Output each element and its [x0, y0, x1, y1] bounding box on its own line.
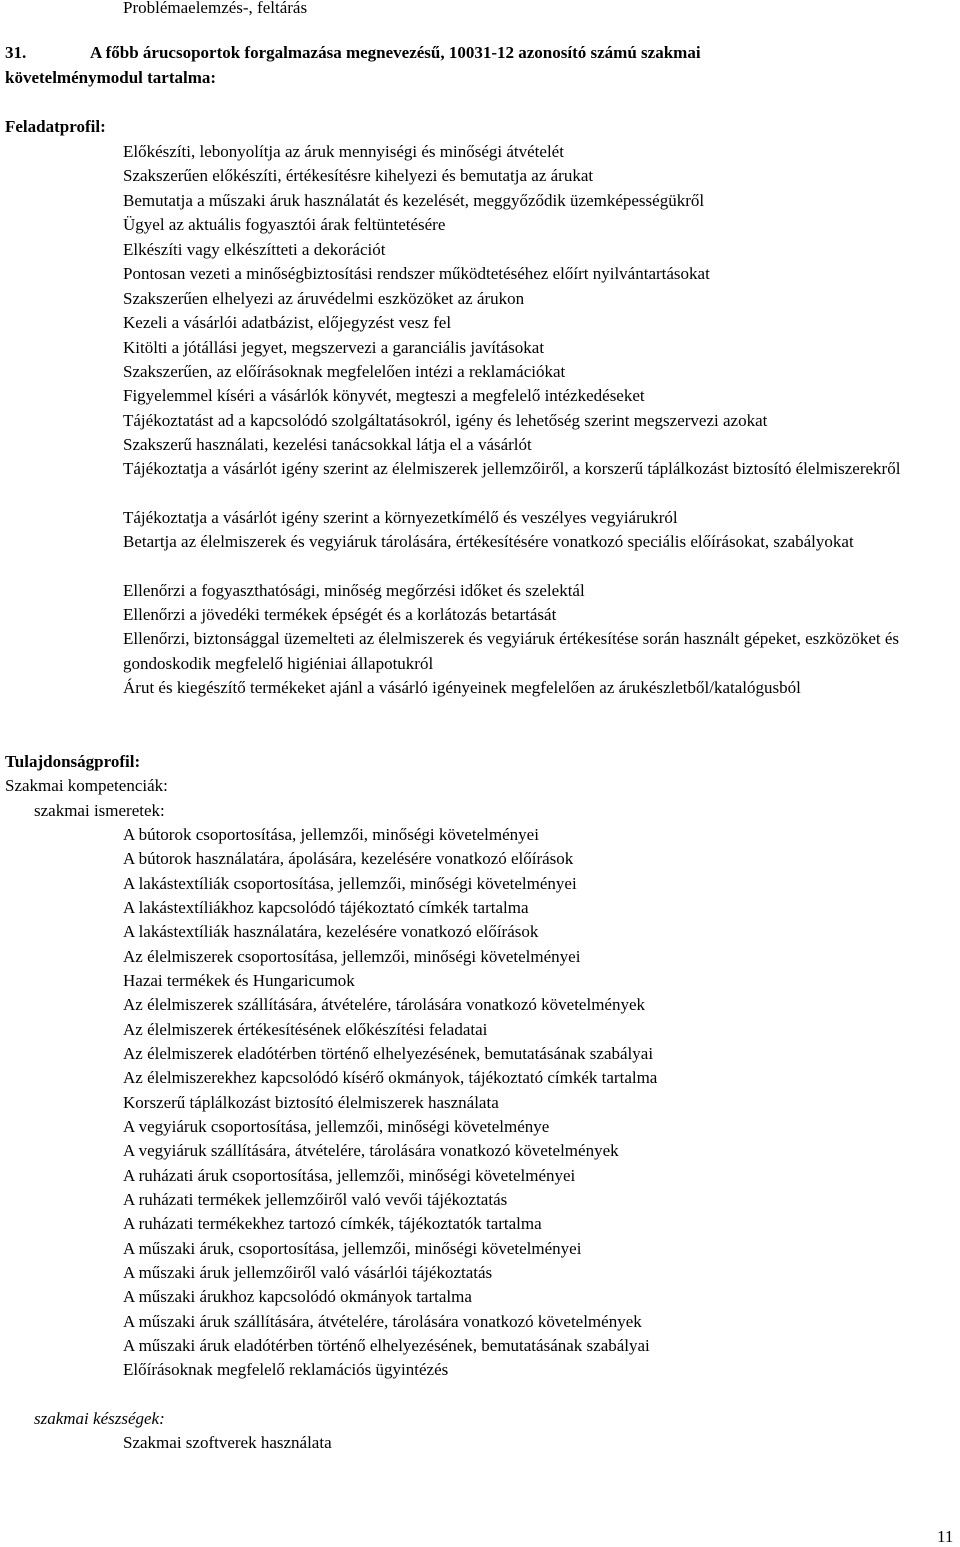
feladat-item: Szakszerű használati, kezelési tanácsokkal látja el a vásárlót	[123, 435, 532, 454]
ismeret-item: Az élelmiszerekhez kapcsolódó kísérő okmányok, tájékoztató címkék tartalma	[123, 1068, 658, 1087]
ismeret-item: A műszaki áruk szállítására, átvételére, tárolására vonatkozó követelmények	[123, 1312, 642, 1331]
feladat-item: Árut és kiegészítő termékeket ajánl a vásárló igényeinek megfelelően az árukészletből/katalógusból	[123, 678, 801, 697]
ismeret-item: A műszaki árukhoz kapcsolódó okmányok tartalma	[123, 1287, 472, 1306]
ismeret-item: Az élelmiszerek eladótérben történő elhelyezésének, bemutatásának szabályai	[123, 1044, 654, 1063]
ismeret-item: A lakástextíliák használatára, kezelésére vonatkozó előírások	[123, 922, 539, 941]
section-title-line2: követelménymodul tartalma:	[5, 68, 217, 87]
feladat-item: Tájékoztatja a vásárlót igény szerint az élelmiszerek jellemzőiről, a korszerű táplálkozást biztosító élelmiszerekről	[123, 459, 901, 478]
feladat-item: Elkészíti vagy elkészítteti a dekorációt	[123, 240, 386, 259]
szakmai-ismeretek-label: szakmai ismeretek:	[34, 801, 165, 820]
ismeret-item: A műszaki áruk jellemzőiről való vásárlói tájékoztatás	[123, 1263, 493, 1282]
ismeret-item: A ruházati termékekhez tartozó címkék, tájékoztatók tartalma	[123, 1214, 542, 1233]
top-line: Problémaelemzés-, feltárás	[123, 0, 308, 17]
ismeret-item: A műszaki áruk eladótérben történő elhelyezésének, bemutatásának szabályai	[123, 1336, 650, 1355]
tulajdonsagprofil-heading: Tulajdonságprofil:	[5, 752, 141, 771]
feladat-item: Tájékoztatást ad a kapcsolódó szolgáltatásokról, igény és lehetőség szerint megszervezi azokat	[123, 411, 768, 430]
feladat-item: Kezeli a vásárlói adatbázist, előjegyzést vesz fel	[123, 313, 452, 332]
section-number: 31.	[5, 43, 27, 62]
feladatprofil-heading: Feladatprofil:	[5, 117, 106, 136]
feladat-item: Előkészíti, lebonyolítja az áruk mennyiségi és minőségi átvételét	[123, 142, 564, 161]
feladat-item: Szakszerűen előkészíti, értékesítésre kihelyezi és bemutatja az árukat	[123, 166, 594, 185]
ismeret-item: Az élelmiszerek szállítására, átvételére, tárolására vonatkozó követelmények	[123, 995, 646, 1014]
feladat-item: Ügyel az aktuális fogyasztói árak feltüntetésére	[123, 215, 446, 234]
feladat-item: Ellenőrzi a jövedéki termékek épségét és a korlátozás betartását	[123, 605, 557, 624]
feladat-item: Szakszerűen, az előírásoknak megfelelően intézi a reklamációkat	[123, 362, 566, 381]
ismeret-item: Hazai termékek és Hungaricumok	[123, 971, 355, 990]
ismeret-item: A bútorok csoportosítása, jellemzői, minőségi követelményei	[123, 825, 539, 844]
ismeret-item: A műszaki áruk, csoportosítása, jellemzői, minőségi követelményei	[123, 1239, 582, 1258]
szakmai-keszsegek-label: szakmai készségek:	[34, 1409, 165, 1428]
ismeret-item: Az élelmiszerek csoportosítása, jellemzői, minőségi követelményei	[123, 947, 581, 966]
ismeret-item: A ruházati áruk csoportosítása, jellemzői, minőségi követelményei	[123, 1166, 576, 1185]
feladat-item: Figyelemmel kíséri a vásárlók könyvét, megteszi a megfelelő intézkedéseket	[123, 386, 645, 405]
section-title-line1: A főbb árucsoportok forgalmazása megnevezésű, 10031-12 azonosító számú szakmai	[90, 43, 701, 62]
ismeret-item: A vegyiáruk csoportosítása, jellemzői, minőségi követelménye	[123, 1117, 550, 1136]
feladat-item: Ellenőrzi, biztonsággal üzemelteti az élelmiszerek és vegyiáruk értékesítése során használt gépeket, eszközöket és gondoskodik megfelelő higiéniai állapotukról	[123, 629, 899, 673]
ismeret-item: A lakástextíliák csoportosítása, jellemzői, minőségi követelményei	[123, 874, 577, 893]
feladat-item: Kitölti a jótállási jegyet, megszervezi a garanciális javításokat	[123, 338, 545, 357]
ismeret-item: A bútorok használatára, ápolására, kezelésére vonatkozó előírások	[123, 849, 574, 868]
feladat-item: Bemutatja a műszaki áruk használatát és kezelését, meggyőződik üzemképességükről	[123, 191, 705, 210]
ismeret-item: A vegyiáruk szállítására, átvételére, tárolására vonatkozó követelmények	[123, 1141, 619, 1160]
feladat-item: Tájékoztatja a vásárlót igény szerint a környezetkímélő és veszélyes vegyiárukról	[123, 508, 678, 527]
feladat-item: Betartja az élelmiszerek és vegyiáruk tárolására, értékesítésére vonatkozó speciális előírásokat, szabályokat	[123, 532, 854, 551]
feladat-item: Pontosan vezeti a minőségbiztosítási rendszer működtetéséhez előírt nyilvántartásokat	[123, 264, 710, 283]
ismeret-item: Korszerű táplálkozást biztosító élelmiszerek használata	[123, 1093, 499, 1112]
ismeret-item: Az élelmiszerek értékesítésének előkészítési feladatai	[123, 1020, 488, 1039]
ismeret-item: Előírásoknak megfelelő reklamációs ügyintézés	[123, 1360, 449, 1379]
feladat-item: Ellenőrzi a fogyaszthatósági, minőség megőrzési időket és szelektál	[123, 581, 585, 600]
ismeret-item: A ruházati termékek jellemzőiről való vevői tájékoztatás	[123, 1190, 508, 1209]
keszseg-item: Szakmai szoftverek használata	[123, 1433, 332, 1452]
ismeret-item: A lakástextíliákhoz kapcsolódó tájékoztató címkék tartalma	[123, 898, 529, 917]
feladat-item: Szakszerűen elhelyezi az áruvédelmi eszközöket az árukon	[123, 289, 525, 308]
szakmai-kompetenciak-heading: Szakmai kompetenciák:	[5, 776, 168, 795]
page-number: 11	[937, 1527, 954, 1546]
